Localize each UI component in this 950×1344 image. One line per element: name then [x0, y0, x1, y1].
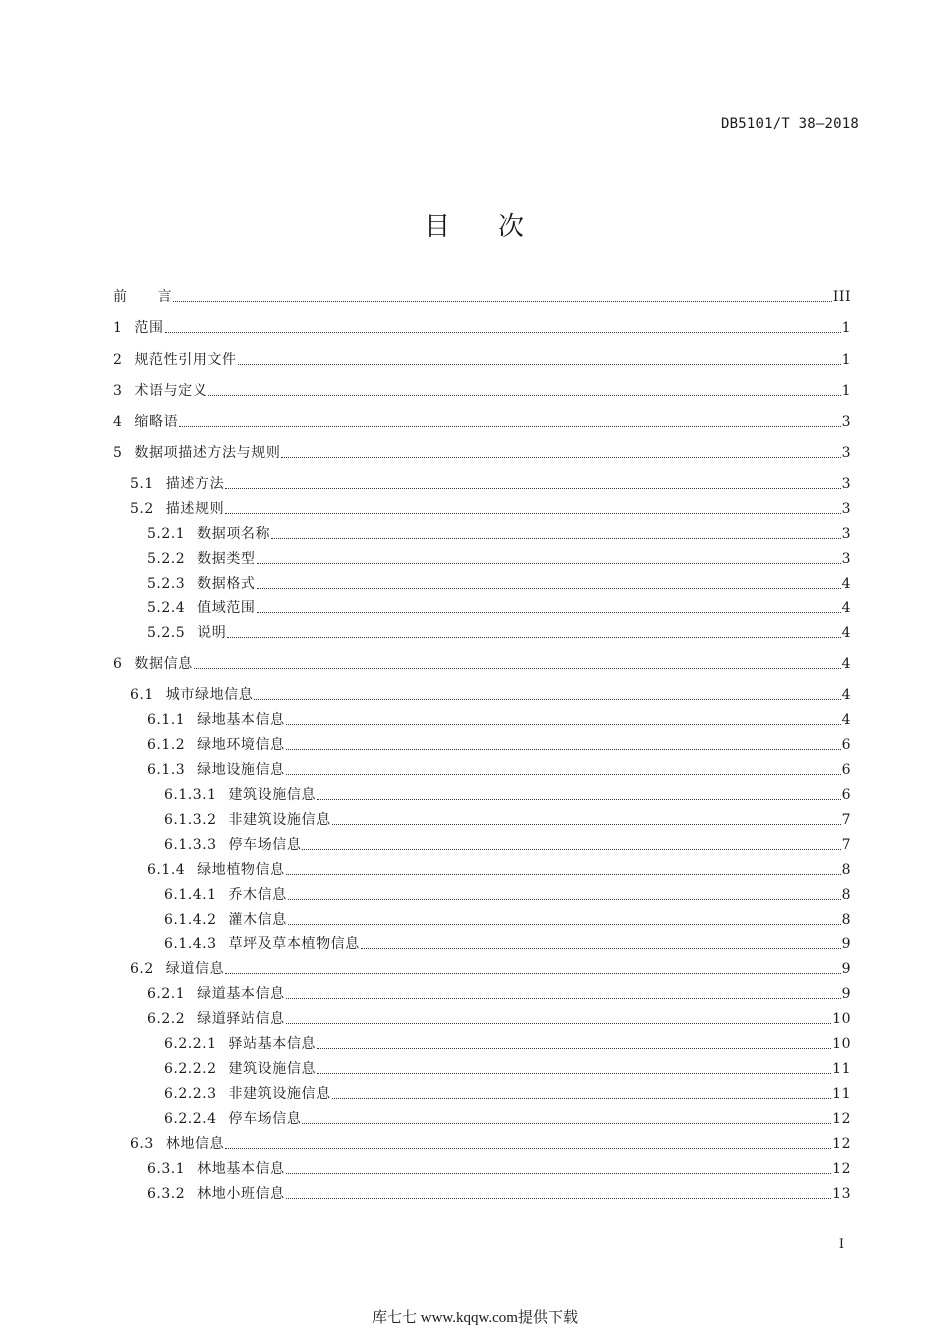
toc-entry[interactable] [147, 524, 851, 544]
toc-entry-title: 言 [157, 289, 173, 305]
toc-entry[interactable] [164, 910, 851, 930]
toc-entry[interactable] [164, 1109, 851, 1129]
toc-entry-title: 数据类型 [197, 551, 256, 567]
toc-entry[interactable] [164, 934, 851, 954]
toc-entry-number: 3 [113, 383, 123, 399]
toc-entry[interactable] [130, 685, 851, 705]
toc-entry-number: 6.1.3.2 [164, 812, 217, 828]
toc-dot-leader [286, 1023, 831, 1024]
toc-entry-page: 10 [832, 1036, 851, 1052]
toc-entry-number: 5 [113, 445, 123, 461]
toc-entry-title: 绿道信息 [165, 961, 225, 977]
toc-entry-title: 建筑设施信息 [228, 1061, 317, 1077]
toc-entry-number: 6.1.4.1 [164, 887, 217, 903]
title-char-1: 目 [423, 212, 452, 242]
toc-entry-title: 范围 [134, 320, 164, 336]
toc-entry-page: 7 [841, 812, 851, 828]
toc-entry-title: 灌木信息 [228, 912, 287, 928]
toc-entry[interactable] [147, 710, 851, 730]
toc-entry-number: 6.2.2.3 [164, 1086, 217, 1102]
toc-entry-page: 4 [841, 600, 851, 616]
toc-dot-leader [173, 301, 832, 302]
toc-entry-number: 6.3.2 [147, 1186, 186, 1202]
toc-entry[interactable] [130, 474, 851, 494]
toc-entry-page: 3 [841, 501, 851, 517]
toc-entry-number: 6.2.2 [147, 1011, 186, 1027]
toc-entry-title: 绿地设施信息 [197, 762, 285, 778]
toc-entry-page: 7 [841, 837, 851, 853]
toc-entry[interactable] [164, 810, 851, 830]
toc-entry-page: 6 [841, 737, 851, 753]
toc-entry-page: 8 [841, 862, 851, 878]
page-number: I [838, 1237, 844, 1252]
toc-entry-page: 12 [832, 1111, 851, 1127]
toc-entry-page: 8 [841, 887, 851, 903]
toc-entry-title: 数据项名称 [197, 526, 271, 542]
toc-entry-title: 缩略语 [134, 414, 179, 430]
toc-entry[interactable] [130, 959, 851, 979]
toc-entry-page: 13 [832, 1186, 851, 1202]
toc-entry[interactable] [164, 835, 851, 855]
toc-entry-page: 3 [841, 476, 851, 492]
toc-entry-number: 6.2.1 [147, 986, 186, 1002]
toc-entry-page: 12 [832, 1161, 851, 1177]
toc-entry-title: 绿地植物信息 [197, 862, 285, 878]
toc-entry[interactable] [164, 1034, 851, 1054]
toc-entry-number: 6.2.2.4 [164, 1111, 217, 1127]
toc-entry-title: 描述规则 [165, 501, 225, 517]
toc-dot-leader [286, 1198, 831, 1199]
toc-entry-title: 绿地基本信息 [197, 712, 285, 728]
toc-entry-number: 6.1.4 [147, 862, 186, 878]
toc-entry[interactable] [113, 318, 851, 338]
toc-entry[interactable] [164, 885, 851, 905]
toc-entry-page: 3 [841, 445, 851, 461]
toc-dot-leader [317, 1048, 831, 1049]
toc-entry-page: 6 [841, 787, 851, 803]
toc-entry-number: 6 [113, 656, 123, 672]
toc-dot-leader [165, 332, 841, 333]
toc-dot-leader [332, 1098, 831, 1099]
toc-entry-title: 停车场信息 [228, 1111, 302, 1127]
toc-entry-title: 术语与定义 [134, 383, 208, 399]
toc-entry-number: 5.2 [130, 501, 154, 517]
toc-entry[interactable] [164, 1084, 851, 1104]
toc-entry[interactable] [147, 1184, 851, 1204]
toc-dot-leader [225, 513, 840, 514]
toc-entry[interactable] [147, 735, 851, 755]
toc-dot-leader [281, 457, 840, 458]
toc-entry-number: 5.2.3 [147, 576, 186, 592]
footer-watermark-text: 库七七 www.kqqw.com提供下载 [372, 1310, 578, 1326]
toc-entry-page: 3 [841, 526, 851, 542]
toc-entry-title: 非建筑设施信息 [228, 1086, 331, 1102]
toc-entry-title: 描述方法 [165, 476, 225, 492]
title-char-2: 次 [498, 212, 527, 242]
toc-entry[interactable] [164, 1059, 851, 1079]
toc-entry-number: 前 [113, 289, 128, 305]
toc-entry[interactable] [113, 381, 851, 401]
toc-dot-leader [288, 899, 841, 900]
toc-entry-title: 乔木信息 [228, 887, 287, 903]
toc-entry-page: 9 [841, 936, 851, 952]
toc-dot-leader [286, 998, 841, 999]
toc-entry-number: 6.1.2 [147, 737, 186, 753]
toc-entry[interactable] [147, 860, 851, 880]
toc-entry-title: 城市绿地信息 [165, 687, 254, 703]
toc-entry-title: 草坪及草本植物信息 [228, 936, 360, 952]
toc-entry-page: 1 [841, 383, 851, 399]
toc-dot-leader [332, 824, 841, 825]
toc-dot-leader [257, 563, 841, 564]
toc-dot-leader [257, 588, 841, 589]
toc-entry-title: 数据格式 [197, 576, 256, 592]
toc-entry[interactable] [130, 499, 851, 519]
toc-dot-leader [317, 1073, 831, 1074]
toc-dot-leader [194, 668, 841, 669]
toc-entry-number: 6.2 [130, 961, 154, 977]
toc-entry-number: 5.2.4 [147, 600, 186, 616]
toc-dot-leader [286, 749, 841, 750]
toc-entry[interactable] [164, 785, 851, 805]
toc-entry-title: 值域范围 [197, 600, 256, 616]
toc-entry-number: 2 [113, 352, 123, 368]
toc-entry-page: 8 [841, 912, 851, 928]
toc-entry-page: 11 [832, 1086, 851, 1102]
toc-entry-page: 3 [841, 414, 851, 430]
toc-entry-page: 6 [841, 762, 851, 778]
toc-dot-leader [227, 637, 840, 638]
toc-entry[interactable] [113, 443, 851, 463]
toc-dot-leader [288, 924, 841, 925]
toc-dot-leader [271, 538, 840, 539]
toc-entry[interactable] [147, 1159, 851, 1179]
toc-entry[interactable] [113, 412, 851, 432]
toc-entry-page: 9 [841, 986, 851, 1002]
toc-entry-page: 12 [832, 1136, 851, 1152]
toc-dot-leader [286, 1173, 831, 1174]
toc-entry-number: 6.3 [130, 1136, 154, 1152]
toc-entry-number: 5.2.1 [147, 526, 186, 542]
toc-entry-page: 1 [841, 352, 851, 368]
toc-entry-title: 驿站基本信息 [228, 1036, 317, 1052]
toc-entry-title: 林地信息 [165, 1136, 225, 1152]
toc-entry-title: 非建筑设施信息 [228, 812, 331, 828]
toc-entry-page: 10 [832, 1011, 851, 1027]
toc-entry-page: III [832, 289, 851, 305]
toc-entry-title: 建筑设施信息 [228, 787, 317, 803]
toc-entry-number: 5.2.2 [147, 551, 186, 567]
toc-entry-title: 规范性引用文件 [134, 352, 237, 368]
toc-dot-leader [225, 973, 840, 974]
toc-entry-number: 5.2.5 [147, 625, 186, 641]
toc-entry-number: 6.1.1 [147, 712, 186, 728]
toc-entry-title: 绿道驿站信息 [197, 1011, 285, 1027]
toc-entry-page: 4 [841, 656, 851, 672]
toc-entry-page: 4 [841, 712, 851, 728]
toc-dot-leader [238, 364, 841, 365]
toc-entry-title: 林地小班信息 [197, 1186, 285, 1202]
toc-entry-number: 6.2.2.1 [164, 1036, 217, 1052]
toc-entry-page: 11 [832, 1061, 851, 1077]
toc-entry-number: 6.1.3.3 [164, 837, 217, 853]
toc-entry[interactable] [113, 654, 851, 674]
toc-dot-leader [317, 799, 840, 800]
toc-dot-leader [179, 426, 840, 427]
toc-entry-page: 4 [841, 625, 851, 641]
toc-dot-leader [286, 724, 841, 725]
toc-dot-leader [208, 395, 840, 396]
toc-entry-title: 绿道基本信息 [197, 986, 285, 1002]
toc-dot-leader [225, 1148, 831, 1149]
toc-entry[interactable] [147, 598, 851, 618]
toc-entry-number: 6.2.2.2 [164, 1061, 217, 1077]
toc-entry[interactable] [147, 623, 851, 643]
toc-entry-number: 6.1.3 [147, 762, 186, 778]
toc-entry-number: 6.1.3.1 [164, 787, 217, 803]
toc-entry[interactable] [113, 350, 851, 370]
toc-dot-leader [254, 699, 840, 700]
toc-entry-page: 4 [841, 687, 851, 703]
toc-dot-leader [257, 612, 841, 613]
toc-entry-number: 6.1.4.3 [164, 936, 217, 952]
toc-dot-leader [225, 488, 840, 489]
toc-entry[interactable] [130, 1134, 851, 1154]
toc-entry-title: 数据信息 [134, 656, 193, 672]
document-code: DB5101/T 38—2018 [720, 116, 859, 132]
toc-entry-page: 9 [841, 961, 851, 977]
toc-entry[interactable] [147, 984, 851, 1004]
toc-entry-title: 说明 [197, 625, 227, 641]
toc-entry[interactable] [147, 1009, 851, 1029]
toc-entry[interactable] [147, 760, 851, 780]
toc-entry-number: 6.1.4.2 [164, 912, 217, 928]
toc-entry[interactable] [147, 549, 851, 569]
toc-entry-page: 4 [841, 576, 851, 592]
toc-entry-number: 6.3.1 [147, 1161, 186, 1177]
toc-entry-page: 1 [841, 320, 851, 336]
toc-dot-leader [286, 774, 841, 775]
toc-entry-title: 停车场信息 [228, 837, 302, 853]
toc-dot-leader [286, 874, 841, 875]
toc-dot-leader [302, 1123, 831, 1124]
toc-entry-title: 林地基本信息 [197, 1161, 285, 1177]
toc-entry-title: 数据项描述方法与规则 [134, 445, 281, 461]
toc-dot-leader [361, 948, 841, 949]
toc-entry-number: 6.1 [130, 687, 154, 703]
toc-entry[interactable] [113, 287, 851, 307]
toc-entry[interactable] [147, 574, 851, 594]
toc-entry-title: 绿地环境信息 [197, 737, 285, 753]
toc-entry-number: 4 [113, 414, 123, 430]
toc-entry-page: 3 [841, 551, 851, 567]
toc-dot-leader [302, 849, 840, 850]
toc-entry-number: 1 [113, 320, 123, 336]
toc-entry-number: 5.1 [130, 476, 154, 492]
